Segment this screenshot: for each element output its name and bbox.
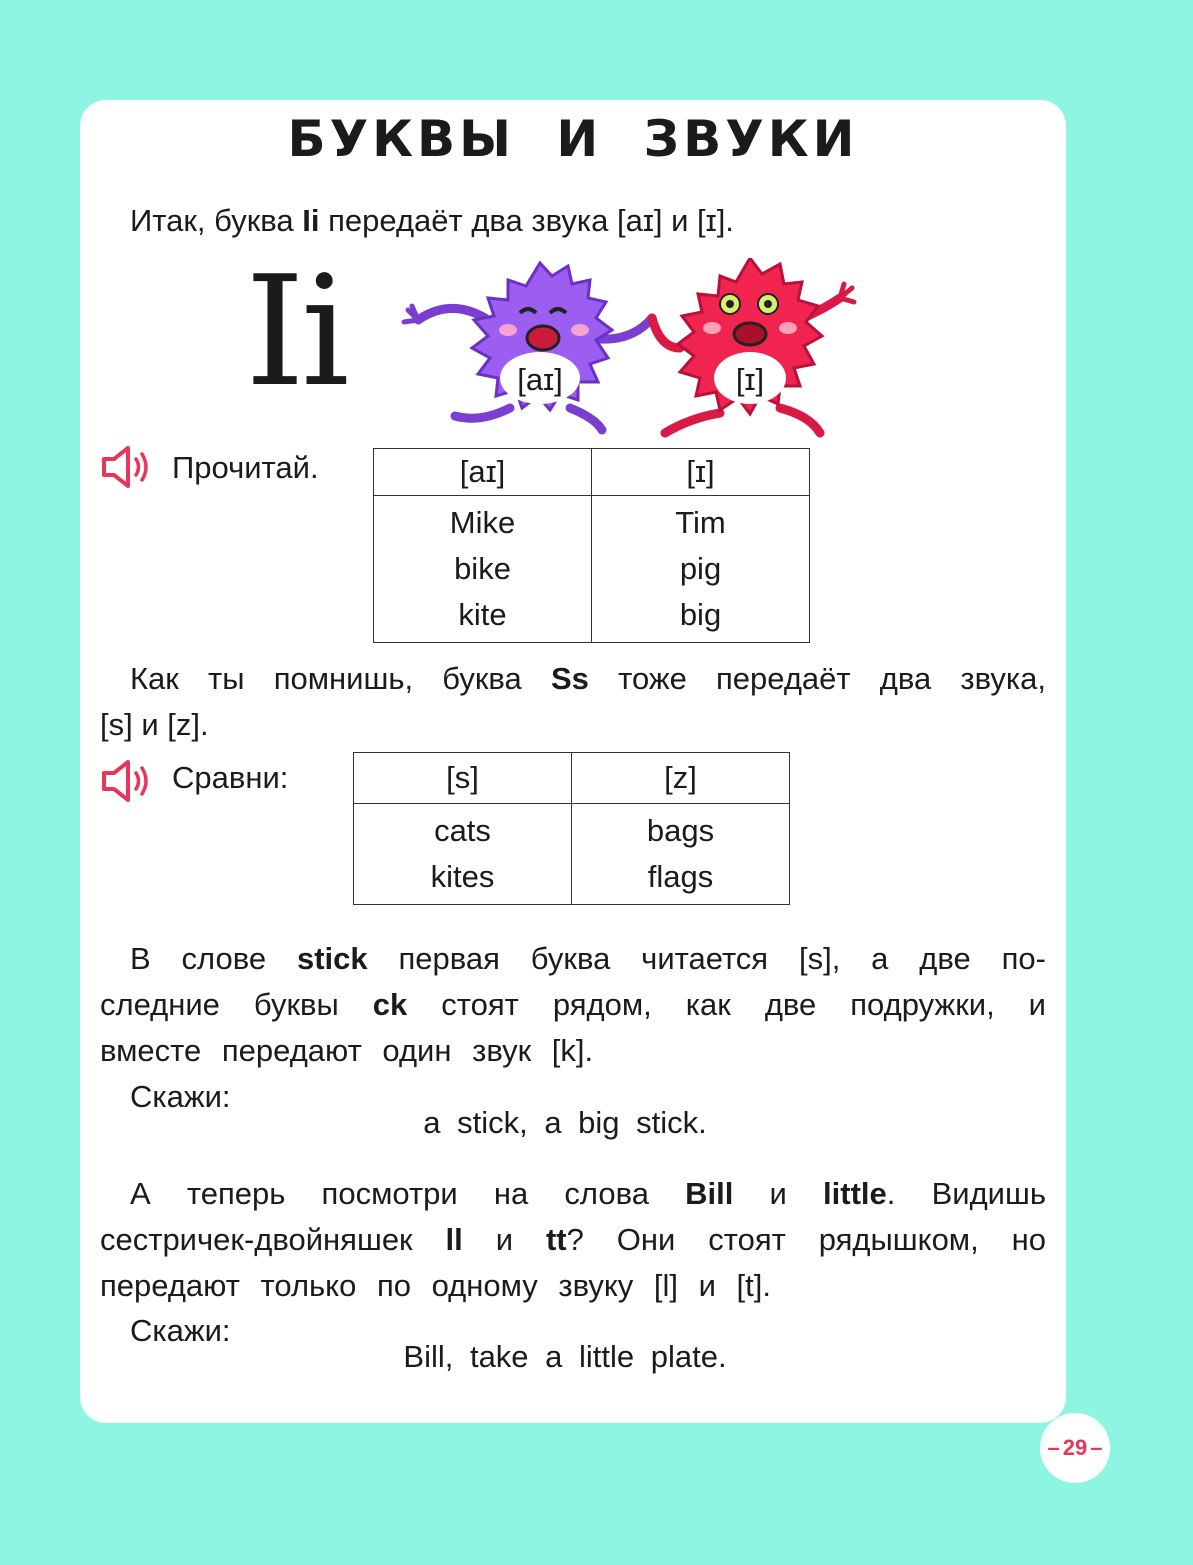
compare-table [353, 752, 790, 905]
letters-tt: tt [545, 1222, 567, 1257]
speaker-icon[interactable] [98, 758, 154, 804]
compare-table-header-z: [z] [572, 753, 790, 804]
letter-ss: Ss [550, 661, 589, 696]
red-monster [652, 258, 854, 433]
compare-table-header-s: [s] [354, 753, 572, 804]
read-table-col2 [592, 496, 810, 643]
say-label-2: Скажи: [130, 1313, 231, 1348]
word-ck: ck [372, 987, 408, 1022]
compare-table-col2 [572, 804, 790, 905]
table-word: Mike [449, 505, 516, 540]
word-little: little [823, 1176, 887, 1211]
table-word: flags [647, 859, 714, 894]
bill-paragraph-line2: сестричек-двойняшек ll и tt? Они стоят рядышком, но [100, 1222, 1047, 1257]
read-table [373, 448, 810, 643]
bill-paragraph-line1: А теперь посмотри на слова Bill и little. Видишь [130, 1176, 1046, 1211]
page-title: БУКВЫ И ЗВУКИ [287, 110, 859, 168]
compare-label: Сравни: [172, 760, 289, 795]
red-monster-label: [ɪ] [735, 362, 765, 397]
purple-monster [404, 263, 652, 430]
big-letter: Ii [245, 243, 346, 420]
page-card [80, 100, 1066, 1423]
table-word: kites [430, 859, 495, 894]
letter-ii: Ii [302, 203, 320, 238]
word-stick: stick [296, 941, 368, 976]
read-table-col1 [374, 496, 592, 643]
say-label-1: Скажи: [130, 1079, 231, 1114]
table-word: bike [454, 551, 511, 586]
page-number: 29 [1062, 1435, 1088, 1460]
table-word: bags [646, 813, 715, 848]
say-phrase-1: a stick, a big stick. [423, 1105, 707, 1140]
purple-monster-label: [aɪ] [517, 362, 563, 397]
ss-paragraph-line2: [s] и [z]. [100, 707, 209, 742]
table-word: pig [679, 551, 722, 586]
table-word: big [679, 597, 722, 632]
bill-paragraph-line3: передают только по одному звуку [l] и [t]. [100, 1268, 772, 1303]
stick-paragraph-line2: следние буквы ck стоят рядом, как две подружки, и [100, 987, 1046, 1022]
stick-paragraph-line3: вместе передают один звук [k]. [100, 1033, 594, 1068]
table-word: kite [458, 597, 507, 632]
say-phrase-2: Bill, take a little plate. [403, 1339, 727, 1374]
read-table-header-i: [ɪ] [592, 449, 810, 496]
letters-ll: ll [445, 1222, 463, 1257]
stick-paragraph-line1: В слове stick первая буква читается [s], а две по- [130, 941, 1046, 976]
speaker-icon[interactable] [98, 444, 154, 490]
read-table-header-ai: [aɪ] [374, 449, 592, 496]
word-bill: Bill [685, 1176, 734, 1211]
table-word: cats [434, 813, 491, 848]
compare-table-col1 [354, 804, 572, 905]
monsters-illustration [390, 258, 910, 438]
intro-line: Итак, буква Ii передаёт два звука [aɪ] и [ɪ]. [130, 203, 734, 238]
table-word: Tim [675, 505, 726, 540]
read-label: Прочитай. [172, 450, 319, 485]
ss-paragraph-line1: Как ты помнишь, буква Ss тоже передаёт два звука, [130, 661, 1046, 696]
page-number-badge: – 29 – [1040, 1413, 1110, 1483]
